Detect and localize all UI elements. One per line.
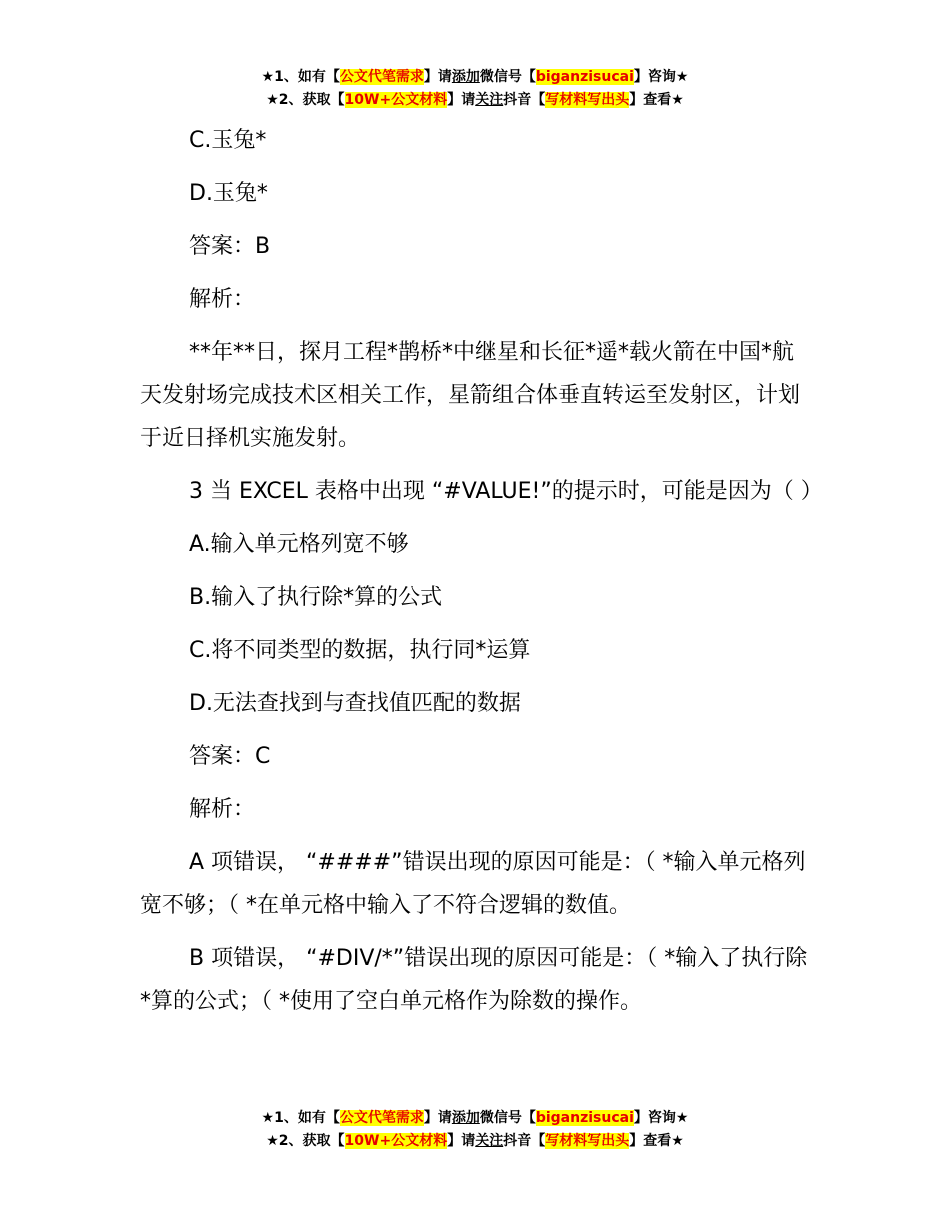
answer: 答案：C [189, 744, 271, 769]
option-c: C.将不同类型的数据，执行同*运算 [189, 638, 531, 663]
star-icon: ★ [266, 1133, 279, 1149]
banner-text: 1、如有【 [274, 1110, 340, 1126]
highlight-text: 10W+公文材料 [344, 1133, 448, 1149]
option-c: C.玉兔* [189, 128, 267, 153]
analysis-text: B 项错误， “#DIV/*”错误出现的原因可能是：（ *输入了执行除*算的公式；（ *使用了空白单元格作为除数的操作。 [140, 946, 808, 1014]
header-banner [0, 66, 950, 112]
option-d: D.玉兔* [189, 181, 268, 206]
banner-text: 微信号【 [479, 1110, 536, 1126]
star-icon: ★ [261, 1110, 275, 1126]
option-a: A.输入单元格列宽不够 [189, 532, 409, 557]
header-line-2 [0, 89, 950, 112]
analysis-text: A 项错误， “####”错误出现的原因可能是：（ *输入单元格列宽不够；（ *在单元格中输入了不符合逻辑的数值。 [140, 850, 806, 918]
star-icon: ★ [266, 92, 279, 108]
analysis-text: **年**日，探月工程*鹊桥*中继星和长征*遥*载火箭在中国*航天发射场完成技术区相关工作，星箭组合体垂直转运至发射区，计划于近日择机实施发射。 [140, 340, 801, 451]
option-b: B.输入了执行除*算的公式 [189, 585, 443, 610]
banner-text: 2、获取【 [278, 92, 345, 108]
banner-text: 抖音【 [503, 1133, 546, 1149]
analysis-label: 解析： [189, 797, 256, 822]
star-icon: ★ [261, 69, 275, 85]
banner-text: 】请 [447, 92, 476, 108]
banner-text: 】请 [447, 1133, 476, 1149]
question: 3 当 EXCEL 表格中出现 “#VALUE!”的提示时，可能是因为（ ） [189, 479, 823, 504]
banner-text: 】咨询★ [633, 1110, 689, 1126]
underlined-text: 关注 [475, 92, 504, 108]
highlight-text: 10W+公文材料 [344, 92, 448, 108]
banner-text: 】咨询★ [633, 69, 689, 85]
banner-text: 】查看★ [629, 1133, 684, 1149]
douyin-id-highlight: 写材料写出头 [545, 92, 630, 108]
banner-text: 抖音【 [503, 92, 546, 108]
highlight-text: 公文代笔需求 [339, 1110, 424, 1126]
option-d: D.无法查找到与查找值匹配的数据 [189, 691, 521, 716]
banner-text: 2、获取【 [278, 1133, 345, 1149]
banner-text: 】查看★ [629, 92, 684, 108]
douyin-id-highlight: 写材料写出头 [545, 1133, 630, 1149]
header-line-1 [0, 66, 950, 89]
footer-line-2 [0, 1130, 950, 1153]
wechat-id-highlight: biganzisucai [535, 1110, 634, 1126]
underlined-text: 关注 [475, 1133, 504, 1149]
banner-text: 微信号【 [479, 69, 536, 85]
banner-text: 】请 [423, 69, 452, 85]
footer-banner [0, 1107, 950, 1153]
underlined-text: 添加 [451, 1110, 480, 1126]
answer: 答案：B [189, 234, 271, 259]
footer-line-1 [0, 1107, 950, 1130]
banner-text: 】请 [423, 1110, 452, 1126]
document-body [140, 119, 823, 1033]
analysis-label: 解析： [189, 287, 256, 312]
underlined-text: 添加 [451, 69, 480, 85]
wechat-id-highlight: biganzisucai [535, 69, 634, 85]
banner-text: 1、如有【 [274, 69, 340, 85]
highlight-text: 公文代笔需求 [339, 69, 424, 85]
